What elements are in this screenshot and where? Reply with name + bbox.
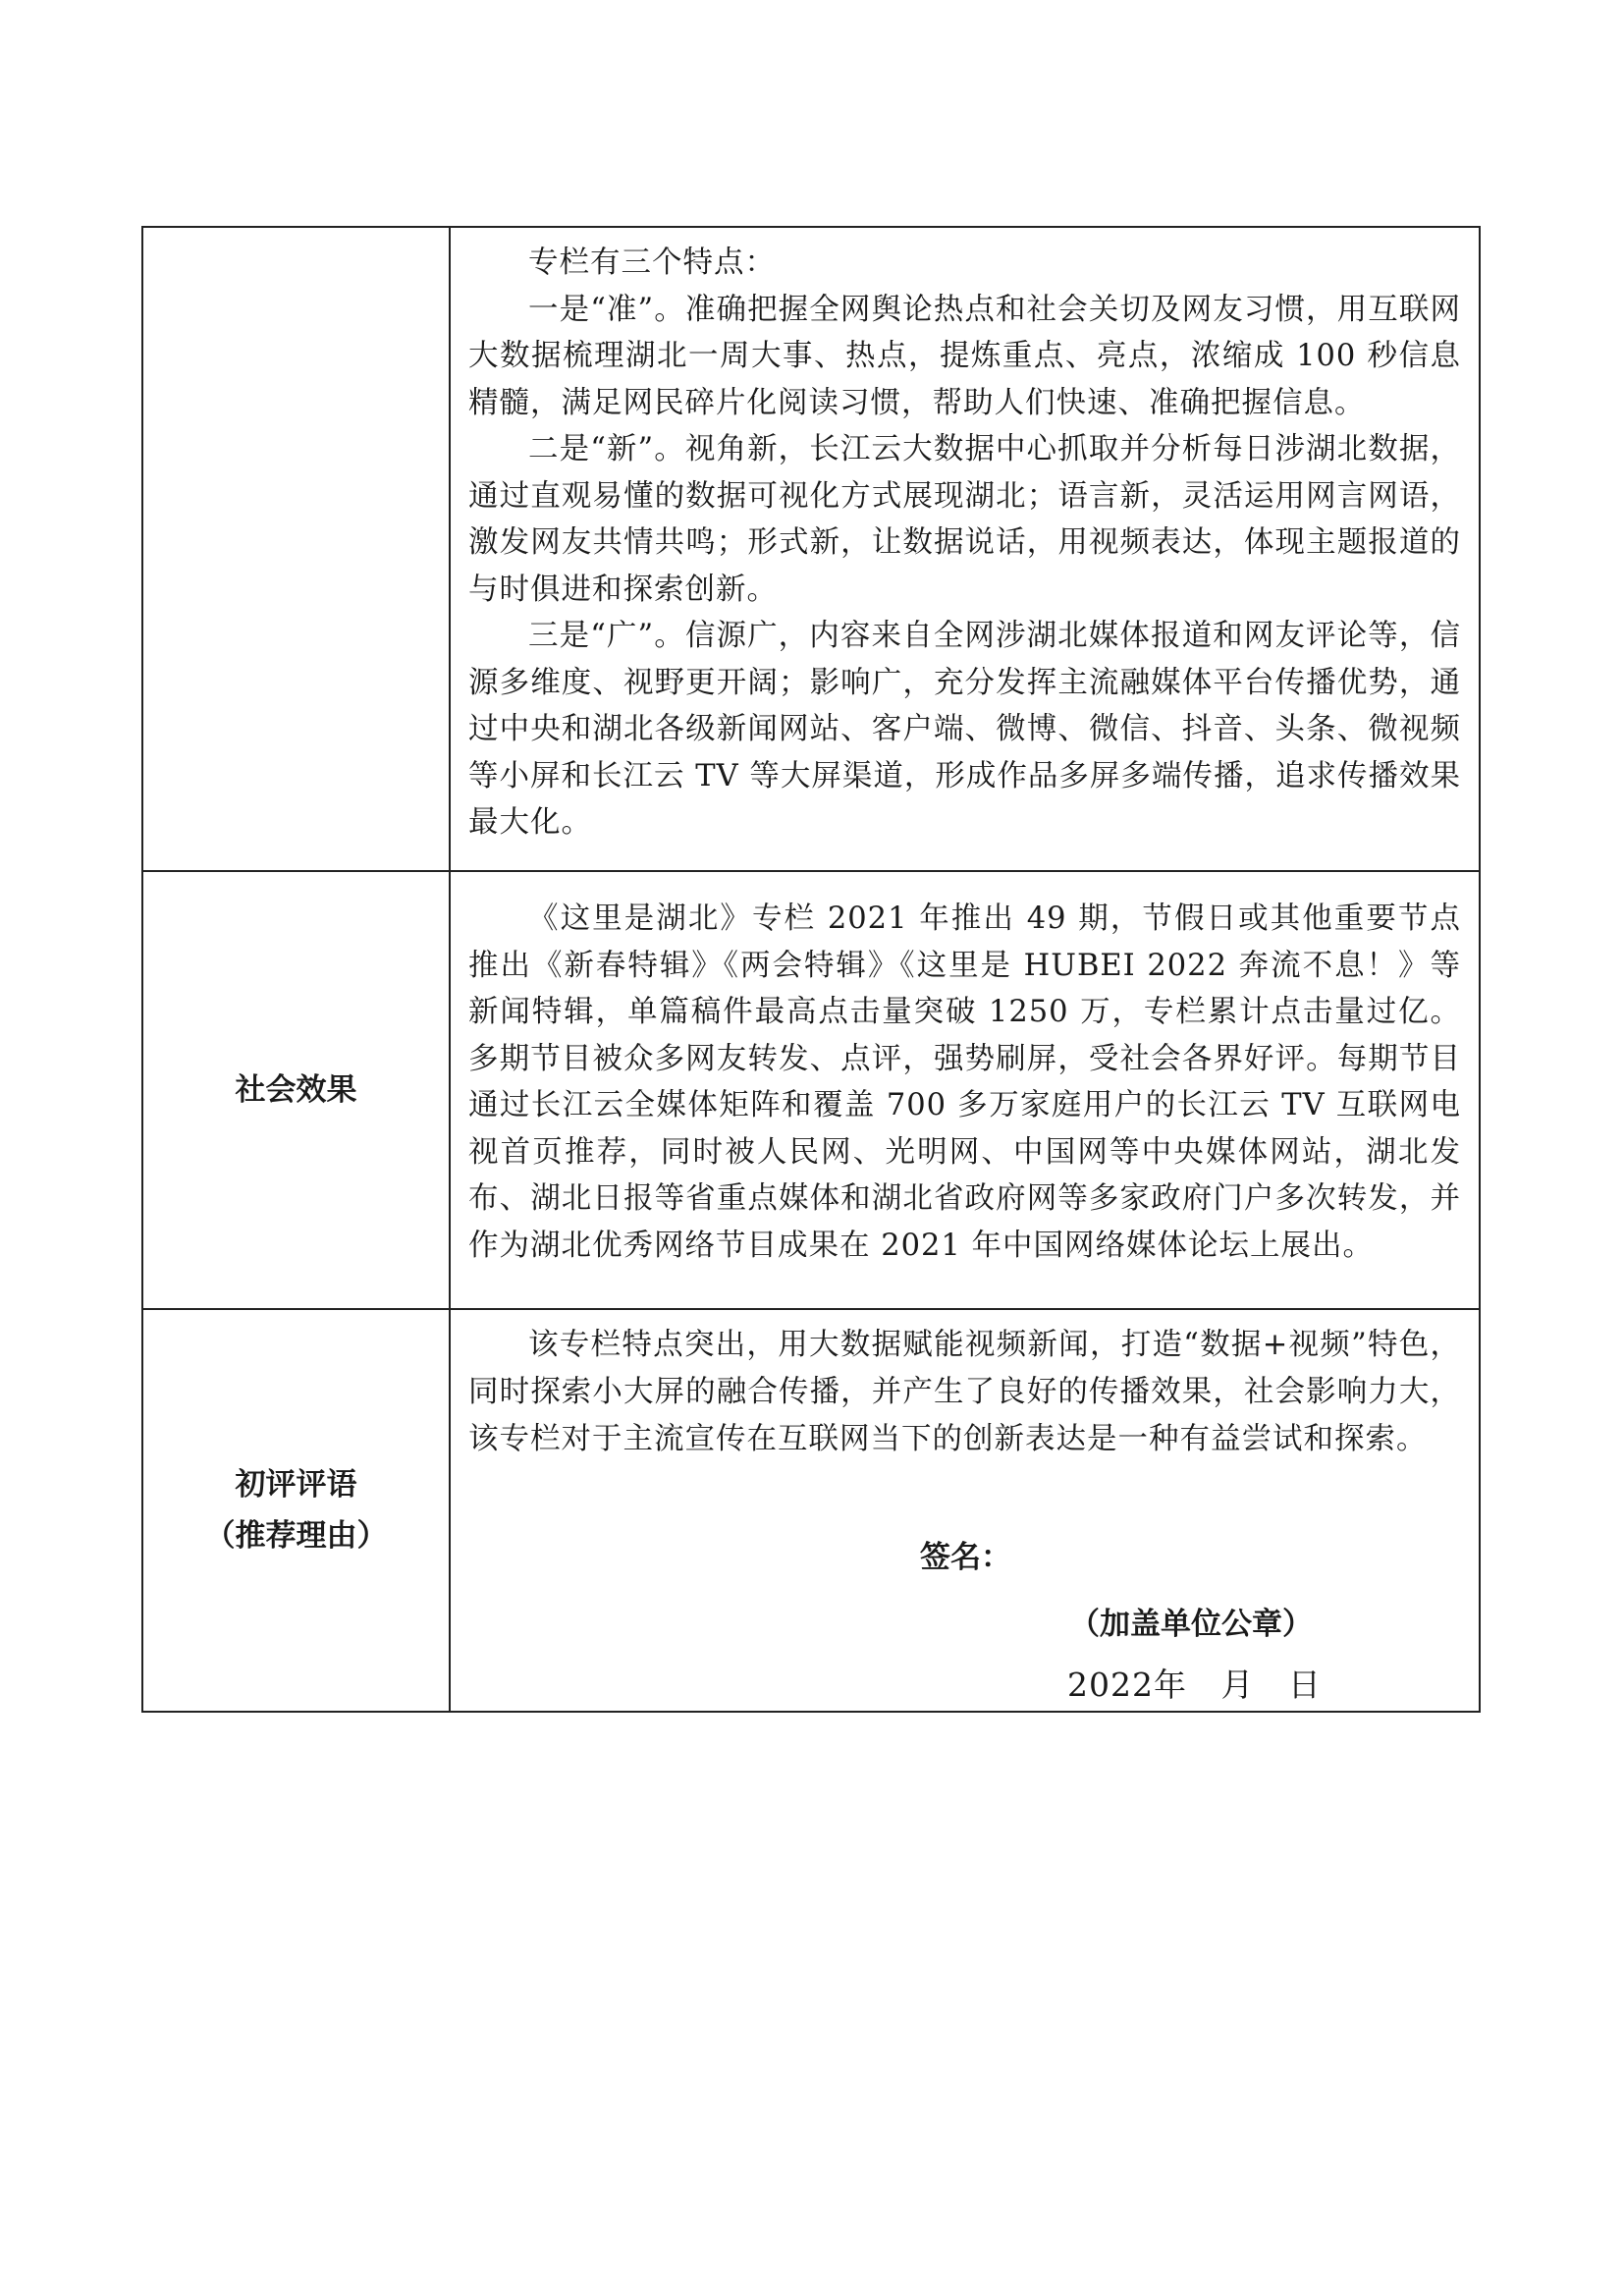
seal-label: （加盖单位公章） bbox=[1069, 1607, 1313, 1642]
feature-breadth: 三是“广”。信源广，内容来自全网涉湖北媒体报道和网友评论等，信源多维度、视野更开阔；影响广，充分发挥主流融媒体平台传播优势，通过中央和湖北各级新闻网站、客户端、微博、微信、抖音、头条、微视频等小屏和长江云 TV 等大屏渠道，形成作品多屏多端传播，追求传播效果最大化。 bbox=[468, 619, 1461, 840]
review-text: 该专栏特点突出，用大数据赋能视频新闻，打造“数据+视频”特色，同时探索小大屏的融合传播，并产生了良好的传播效果，社会影响力大，该专栏对于主流宣传在互联网当下的创新表达是一种有益尝试和探索。 bbox=[468, 1328, 1461, 1456]
review-label-line1: 初评评语 bbox=[235, 1467, 357, 1503]
review-label bbox=[142, 1309, 450, 1712]
review-content-cell bbox=[450, 1309, 1480, 1712]
review-label-line2: （推荐理由） bbox=[204, 1518, 388, 1554]
feature-accuracy: 一是“准”。准确把握全网舆论热点和社会关切及网友习惯，用互联网大数据梳理湖北一周大事、热点，提炼重点、亮点，浓缩成 100 秒信息精髓，满足网民碎片化阅读习惯，帮助人们快速、准确把握信息。 bbox=[468, 292, 1461, 420]
features-label-cell bbox=[142, 227, 450, 871]
social-effect-label bbox=[142, 871, 450, 1309]
social-effect-row bbox=[142, 871, 1480, 1309]
features-row bbox=[142, 227, 1480, 871]
date-line: 2022年 月 日 bbox=[1067, 1666, 1322, 1704]
features-content-cell bbox=[450, 227, 1480, 871]
features-intro: 专栏有三个特点： bbox=[528, 246, 776, 280]
recommendation-form-table bbox=[141, 226, 1481, 1713]
feature-novelty: 二是“新”。视角新，长江云大数据中心抓取并分析每日涉湖北数据，通过直观易懂的数据可视化方式展现湖北；语言新，灵活运用网言网语，激发网友共情共鸣；形式新，让数据说话，用视频表达，体现主题报道的与时俱进和探索创新。 bbox=[468, 432, 1461, 607]
social-effect-content-cell bbox=[450, 871, 1480, 1309]
review-row bbox=[142, 1309, 1480, 1712]
signature-label: 签名： bbox=[920, 1540, 1011, 1575]
social-effect-label-text: 社会效果 bbox=[235, 1072, 357, 1108]
social-effect-text: 《这里是湖北》专栏 2021 年推出 49 期，节假日或其他重要节点推出《新春特辑》《两会特辑》《这里是 HUBEI 2022 奔流不息！》等新闻特辑，单篇稿件最高点击量突破 1250 万，专栏累计点击量过亿。多期节目被众多网友转发、点评，强势刷屏，受社会各界好评。每期节目通过长江云全媒体矩阵和覆盖 700 多万家庭用户的长江云 TV 互联网电视首页推荐，同时被人民网、光明网、中国网等中央媒体网站，湖北发布、湖北日报等省重点媒体和湖北省政府网等多家政府门户多次转发，并作为湖北优秀网络节目成果在 2021 年中国网络媒体论坛上展出。 bbox=[468, 902, 1461, 1263]
